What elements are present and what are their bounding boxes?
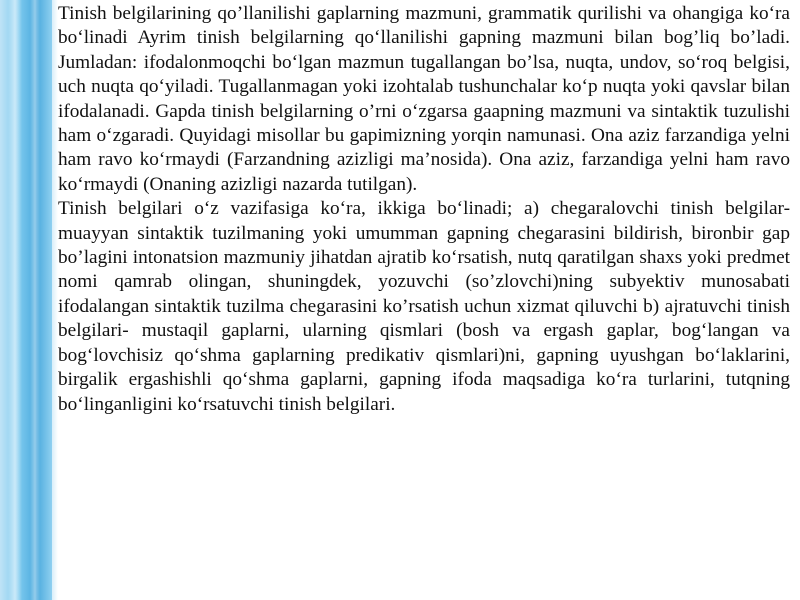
paragraph-2: Tinish belgilari o‘z vazifasiga ko‘ra, ikkiga bo‘linadi; a) chegaralovchi tinish belgilar- muayyan sintaktik tuzilmaning yoki umumman gapning chegarasini bildirish, bironbir gap bo’lagini intonatsion mazmuniy jihatdan ajratib ko‘rsatish, nutq qaratilgan shaxs yoki predmet nomi qamrab olingan, shuningdek, yozuvchi (so’zlovchi)ning subyektiv munosabati ifodalangan sintaktik tuzilma chegarasini ko’rsatish uchun xizmat qiluvchi b) ajratuvchi tinish belgilari- mustaqil gaplarni, ularning qismlari (bosh va ergash gaplar, bog‘langan va bog‘lovchisiz qo‘shma gaplarning predikativ qismlari)ni, gapning uyushgan bo‘laklarini, birgalik ergashishli qo‘shma gaplarni, gapning ifoda maqsadiga ko‘ra turlarini, tutqning bo‘linganligini ko‘rsatuvchi tinish belgilari. — [58, 198, 790, 415]
paragraph-1: Tinish belgilarining qo’llanilishi gaplarning mazmuni, grammatik qurilishi va ohangiga ko‘ra bo‘linadi Ayrim tinish belgilarning qo‘llanilishi gapning mazmuni bilan bog’liq bo’ladi. Jumladan: ifodalonmoqchi bo‘lgan mazmun tugallangan bo’lsa, nuqta, undov, so‘roq belgisi, uch nuqta qo‘yiladi. Tugallanmagan yoki izohtalab tushunchalar ko‘p nuqta yoki qavslar bilan ifodalanadi. Gapda tinish belgilarning o’rni o‘zgarsa gaapning mazmuni va sintaktik tuzulishi ham o‘zgaradi. Quyidagi misollar bu gapimizning yorqin namunasi. Ona aziz farzandiga yelni ham ravo ko‘rmaydi (Farzandning azizligi ma’nosida). Ona aziz, farzandiga yelni ham ravo ko‘rmaydi (Onaning azizligi nazarda tutilgan). — [58, 3, 790, 195]
decorative-side-band — [0, 0, 52, 600]
slide-body-text — [58, 2, 790, 417]
